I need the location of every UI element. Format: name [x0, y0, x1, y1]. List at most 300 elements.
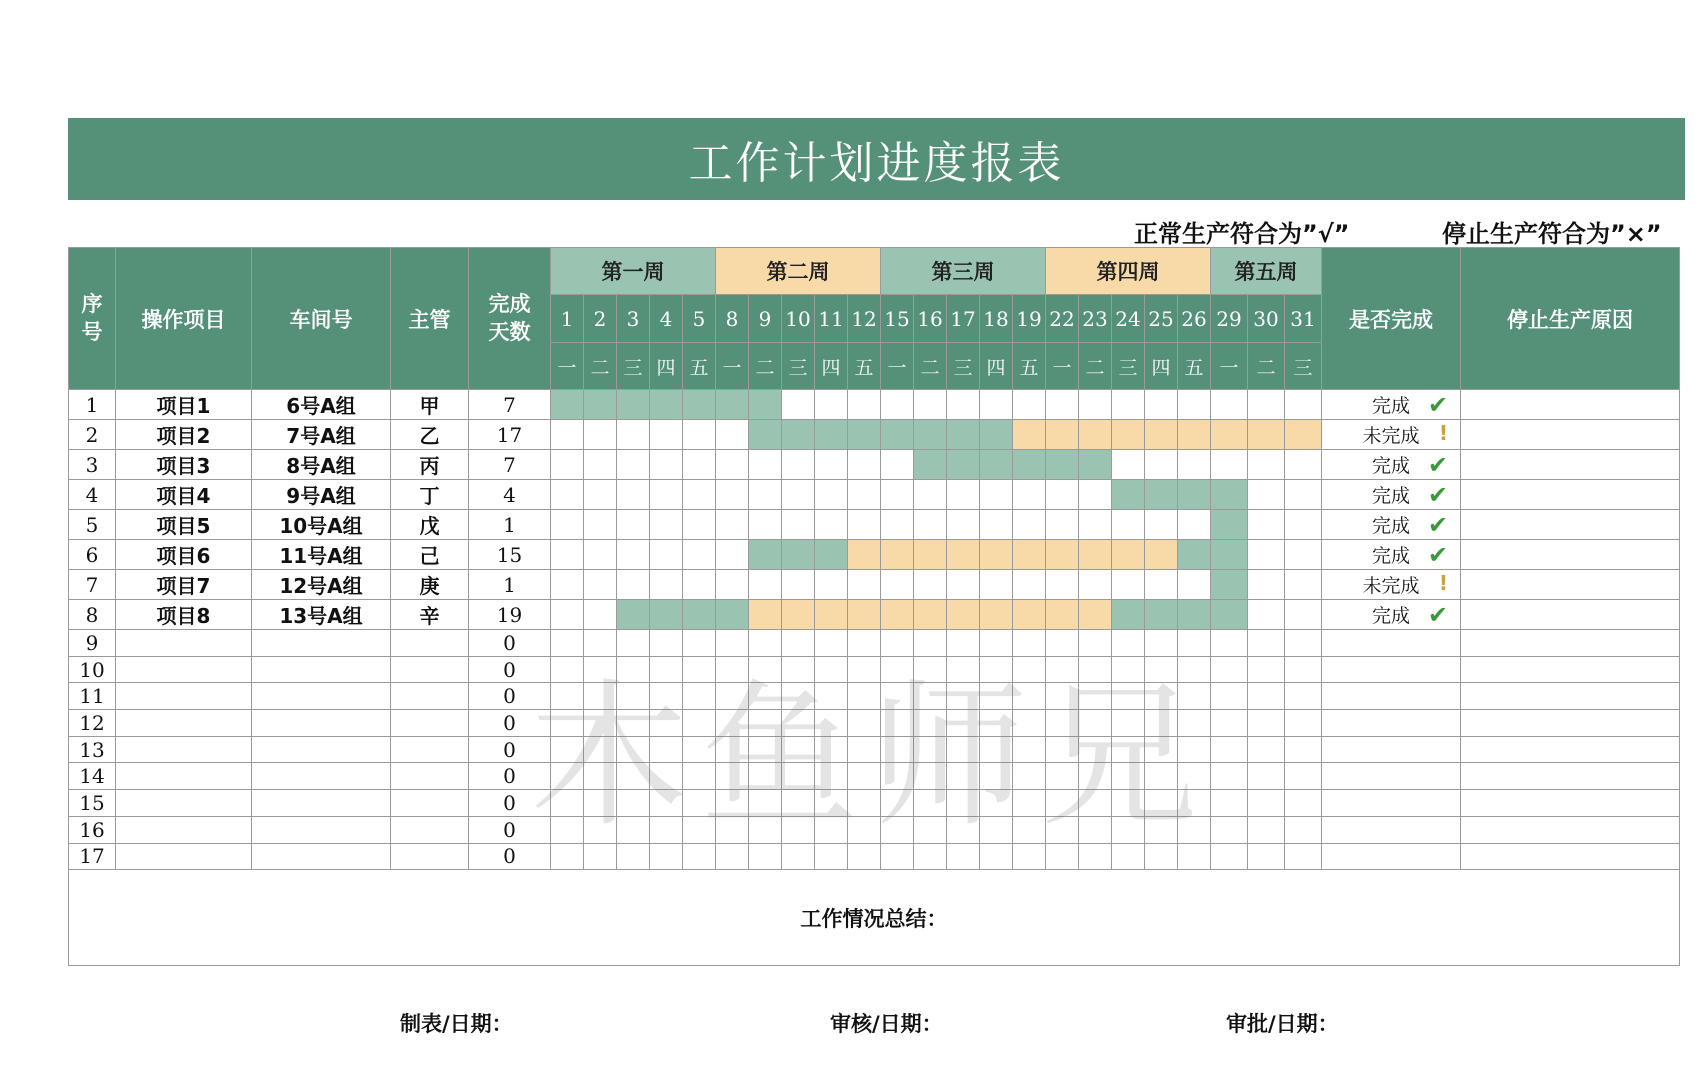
status-cell[interactable]	[1322, 843, 1461, 870]
supervisor-cell[interactable]: 丁	[391, 480, 469, 510]
gantt-bar-cell	[1046, 600, 1079, 630]
day-number: 3	[617, 295, 650, 343]
project-cell[interactable]	[116, 790, 252, 817]
gantt-empty-cell	[1145, 390, 1178, 420]
workshop-cell[interactable]: 6号A组	[252, 390, 391, 420]
gantt-empty-cell	[914, 656, 947, 683]
gantt-bar-cell	[947, 540, 980, 570]
gantt-empty-cell	[716, 790, 749, 817]
gantt-empty-cell	[815, 816, 848, 843]
workshop-cell[interactable]	[252, 683, 391, 710]
gantt-empty-cell	[980, 570, 1013, 600]
gantt-empty-cell	[1285, 763, 1322, 790]
check-icon: ✔	[1427, 481, 1448, 509]
gantt-bar-cell	[1112, 540, 1145, 570]
supervisor-cell[interactable]: 乙	[391, 420, 469, 450]
reason-cell[interactable]	[1461, 843, 1680, 870]
gantt-empty-cell	[683, 683, 716, 710]
gantt-bar-cell	[947, 600, 980, 630]
gantt-bar-cell	[881, 600, 914, 630]
gantt-empty-cell	[716, 843, 749, 870]
gantt-bar-cell	[1046, 450, 1079, 480]
status-cell[interactable]	[1322, 736, 1461, 763]
gantt-empty-cell	[1112, 630, 1145, 657]
reason-cell[interactable]	[1461, 736, 1680, 763]
gantt-bar-cell	[749, 390, 782, 420]
week-header: 第四周	[1046, 248, 1211, 295]
supervisor-cell[interactable]: 丙	[391, 450, 469, 480]
status-cell[interactable]	[1322, 450, 1461, 480]
gantt-bar-cell	[914, 450, 947, 480]
weekday-label: 三	[782, 343, 815, 390]
supervisor-cell[interactable]	[391, 816, 469, 843]
gantt-empty-cell	[947, 510, 980, 540]
gantt-empty-cell	[848, 510, 881, 540]
gantt-empty-cell	[848, 570, 881, 600]
gantt-bar-cell	[980, 540, 1013, 570]
project-cell[interactable]	[116, 656, 252, 683]
supervisor-cell[interactable]: 庚	[391, 570, 469, 600]
workshop-cell[interactable]: 13号A组	[252, 600, 391, 630]
gantt-empty-cell	[947, 710, 980, 737]
gantt-empty-cell	[980, 736, 1013, 763]
gantt-empty-cell	[1145, 656, 1178, 683]
gantt-bar-cell	[1112, 600, 1145, 630]
weekday-label: 四	[650, 343, 683, 390]
gantt-empty-cell	[947, 763, 980, 790]
seq-cell: 5	[69, 510, 116, 540]
supervisor-cell[interactable]	[391, 656, 469, 683]
reason-cell[interactable]	[1461, 656, 1680, 683]
gantt-empty-cell	[683, 630, 716, 657]
gantt-empty-cell	[1145, 736, 1178, 763]
workshop-cell[interactable]: 9号A组	[252, 480, 391, 510]
project-cell[interactable]: 项目6	[116, 540, 252, 570]
gantt-empty-cell	[1079, 710, 1112, 737]
table-row	[69, 763, 1680, 790]
reason-cell[interactable]	[1461, 420, 1680, 450]
supervisor-cell[interactable]	[391, 683, 469, 710]
gantt-empty-cell	[716, 736, 749, 763]
gantt-empty-cell	[551, 816, 584, 843]
table-row	[69, 843, 1680, 870]
gantt-empty-cell	[881, 390, 914, 420]
status-cell[interactable]	[1322, 816, 1461, 843]
day-number: 17	[947, 295, 980, 343]
gantt-empty-cell	[716, 763, 749, 790]
project-cell[interactable]: 项目7	[116, 570, 252, 600]
gantt-empty-cell	[1248, 710, 1285, 737]
project-cell[interactable]	[116, 763, 252, 790]
gantt-empty-cell	[1285, 480, 1322, 510]
gantt-empty-cell	[1112, 816, 1145, 843]
week-header: 第五周	[1211, 248, 1322, 295]
workshop-cell[interactable]	[252, 656, 391, 683]
gantt-empty-cell	[848, 736, 881, 763]
status-cell[interactable]	[1322, 763, 1461, 790]
seq-cell: 6	[69, 540, 116, 570]
status-cell[interactable]	[1322, 630, 1461, 657]
project-cell[interactable]: 项目4	[116, 480, 252, 510]
gantt-empty-cell	[650, 570, 683, 600]
gantt-empty-cell	[914, 630, 947, 657]
status-cell[interactable]	[1322, 540, 1461, 570]
project-cell[interactable]: 项目5	[116, 510, 252, 540]
gantt-empty-cell	[914, 763, 947, 790]
supervisor-cell[interactable]	[391, 710, 469, 737]
gantt-empty-cell	[617, 540, 650, 570]
days-cell: 15	[469, 540, 551, 570]
gantt-empty-cell	[947, 656, 980, 683]
workshop-cell[interactable]	[252, 710, 391, 737]
gantt-empty-cell	[749, 710, 782, 737]
seq-cell: 17	[69, 843, 116, 870]
reason-cell[interactable]	[1461, 510, 1680, 540]
days-cell: 0	[469, 816, 551, 843]
gantt-empty-cell	[1178, 843, 1211, 870]
gantt-empty-cell	[617, 480, 650, 510]
seq-cell: 13	[69, 736, 116, 763]
table-row	[69, 450, 1680, 480]
gantt-empty-cell	[947, 736, 980, 763]
weekday-label: 一	[551, 343, 584, 390]
gantt-bar-cell	[815, 540, 848, 570]
days-cell: 0	[469, 790, 551, 817]
gantt-empty-cell	[815, 570, 848, 600]
gantt-empty-cell	[1145, 570, 1178, 600]
workshop-cell[interactable]: 8号A组	[252, 450, 391, 480]
gantt-empty-cell	[881, 450, 914, 480]
gantt-empty-cell	[1285, 736, 1322, 763]
gantt-empty-cell	[1112, 510, 1145, 540]
supervisor-cell[interactable]: 辛	[391, 600, 469, 630]
reason-cell[interactable]	[1461, 630, 1680, 657]
gantt-empty-cell	[683, 710, 716, 737]
days-cell: 0	[469, 763, 551, 790]
reason-cell[interactable]	[1461, 763, 1680, 790]
gantt-empty-cell	[881, 816, 914, 843]
gantt-bar-cell	[1046, 420, 1079, 450]
day-number: 15	[881, 295, 914, 343]
gantt-empty-cell	[1145, 630, 1178, 657]
gantt-empty-cell	[1112, 763, 1145, 790]
project-cell[interactable]: 项目1	[116, 390, 252, 420]
weekday-label: 四	[1145, 343, 1178, 390]
day-number: 19	[1013, 295, 1046, 343]
gantt-empty-cell	[1178, 683, 1211, 710]
table-row	[69, 390, 1680, 420]
gantt-empty-cell	[650, 683, 683, 710]
supervisor-cell[interactable]: 己	[391, 540, 469, 570]
status-cell[interactable]	[1322, 600, 1461, 630]
status-cell[interactable]	[1322, 790, 1461, 817]
gantt-bar-cell	[1211, 510, 1248, 540]
supervisor-cell[interactable]: 甲	[391, 390, 469, 420]
weekday-label: 三	[1112, 343, 1145, 390]
gantt-bar-cell	[1211, 570, 1248, 600]
reason-cell[interactable]	[1461, 390, 1680, 420]
gantt-empty-cell	[1285, 510, 1322, 540]
check-icon: ✔	[1427, 451, 1448, 479]
gantt-empty-cell	[683, 570, 716, 600]
gantt-bar-cell	[980, 450, 1013, 480]
gantt-empty-cell	[551, 480, 584, 510]
gantt-empty-cell	[1145, 510, 1178, 540]
gantt-empty-cell	[1145, 683, 1178, 710]
reason-cell[interactable]	[1461, 816, 1680, 843]
gantt-bar-cell	[1145, 420, 1178, 450]
table-row	[69, 710, 1680, 737]
gantt-empty-cell	[650, 736, 683, 763]
gantt-empty-cell	[650, 420, 683, 450]
gantt-empty-cell	[749, 763, 782, 790]
gantt-empty-cell	[1112, 570, 1145, 600]
reason-cell[interactable]	[1461, 683, 1680, 710]
gantt-empty-cell	[1178, 763, 1211, 790]
project-cell[interactable]: 项目8	[116, 600, 252, 630]
gantt-empty-cell	[617, 510, 650, 540]
seq-cell: 7	[69, 570, 116, 600]
table-row	[69, 420, 1680, 450]
gantt-empty-cell	[749, 843, 782, 870]
weekday-label: 一	[1046, 343, 1079, 390]
status-cell[interactable]	[1322, 480, 1461, 510]
status-cell[interactable]	[1322, 570, 1461, 600]
gantt-bar-cell	[1145, 600, 1178, 630]
summary-cell[interactable]	[69, 870, 1680, 966]
gantt-empty-cell	[1112, 790, 1145, 817]
gantt-bar-cell	[716, 390, 749, 420]
project-cell[interactable]	[116, 683, 252, 710]
gantt-empty-cell	[683, 450, 716, 480]
weekday-label: 五	[683, 343, 716, 390]
gantt-empty-cell	[815, 656, 848, 683]
gantt-empty-cell	[1178, 630, 1211, 657]
day-number: 23	[1079, 295, 1112, 343]
supervisor-cell[interactable]	[391, 630, 469, 657]
weekday-label: 一	[881, 343, 914, 390]
workshop-cell[interactable]	[252, 790, 391, 817]
gantt-empty-cell	[914, 480, 947, 510]
gantt-empty-cell	[914, 710, 947, 737]
gantt-empty-cell	[683, 540, 716, 570]
progress-table	[68, 247, 1680, 966]
table-row	[69, 736, 1680, 763]
gantt-empty-cell	[848, 450, 881, 480]
reason-cell[interactable]	[1461, 570, 1680, 600]
gantt-empty-cell	[584, 710, 617, 737]
gantt-empty-cell	[617, 790, 650, 817]
seq-cell: 11	[69, 683, 116, 710]
check-icon: ✔	[1427, 601, 1448, 629]
gantt-empty-cell	[617, 763, 650, 790]
status-cell[interactable]	[1322, 683, 1461, 710]
workshop-cell[interactable]	[252, 736, 391, 763]
gantt-empty-cell	[1211, 450, 1248, 480]
gantt-empty-cell	[551, 420, 584, 450]
gantt-empty-cell	[1013, 763, 1046, 790]
supervisor-cell[interactable]	[391, 736, 469, 763]
reason-cell[interactable]	[1461, 710, 1680, 737]
gantt-empty-cell	[716, 710, 749, 737]
reason-cell[interactable]	[1461, 450, 1680, 480]
gantt-empty-cell	[749, 570, 782, 600]
gantt-empty-cell	[1013, 656, 1046, 683]
gantt-empty-cell	[980, 843, 1013, 870]
gantt-empty-cell	[1248, 763, 1285, 790]
gantt-bar-cell	[650, 390, 683, 420]
status-cell[interactable]	[1322, 510, 1461, 540]
gantt-empty-cell	[980, 816, 1013, 843]
reason-cell[interactable]	[1461, 540, 1680, 570]
gantt-empty-cell	[1285, 683, 1322, 710]
gantt-empty-cell	[848, 763, 881, 790]
seq-cell: 4	[69, 480, 116, 510]
gantt-empty-cell	[1211, 763, 1248, 790]
project-cell[interactable]: 项目3	[116, 450, 252, 480]
reason-cell[interactable]	[1461, 480, 1680, 510]
workshop-cell[interactable]: 12号A组	[252, 570, 391, 600]
gantt-empty-cell	[848, 683, 881, 710]
gantt-empty-cell	[1248, 540, 1285, 570]
gantt-empty-cell	[584, 540, 617, 570]
weekday-label: 五	[1013, 343, 1046, 390]
supervisor-cell[interactable]	[391, 763, 469, 790]
days-cell: 0	[469, 656, 551, 683]
status-cell[interactable]	[1322, 420, 1461, 450]
gantt-empty-cell	[980, 763, 1013, 790]
gantt-bar-cell	[881, 420, 914, 450]
workshop-cell[interactable]	[252, 816, 391, 843]
workshop-cell[interactable]: 7号A组	[252, 420, 391, 450]
gantt-empty-cell	[617, 656, 650, 683]
days-cell: 0	[469, 736, 551, 763]
gantt-empty-cell	[617, 570, 650, 600]
week-header: 第二周	[716, 248, 881, 295]
gantt-empty-cell	[881, 570, 914, 600]
gantt-empty-cell	[881, 656, 914, 683]
gantt-empty-cell	[815, 683, 848, 710]
project-cell[interactable]	[116, 630, 252, 657]
weekday-label: 四	[980, 343, 1013, 390]
gantt-empty-cell	[584, 683, 617, 710]
gantt-empty-cell	[1145, 790, 1178, 817]
gantt-empty-cell	[650, 540, 683, 570]
gantt-empty-cell	[848, 710, 881, 737]
summary-label: 工作情况总结：	[800, 906, 948, 931]
gantt-empty-cell	[782, 630, 815, 657]
gantt-empty-cell	[1112, 656, 1145, 683]
gantt-empty-cell	[650, 656, 683, 683]
gantt-empty-cell	[683, 480, 716, 510]
gantt-empty-cell	[1079, 683, 1112, 710]
gantt-bar-cell	[551, 390, 584, 420]
project-cell[interactable]	[116, 736, 252, 763]
gantt-empty-cell	[1079, 843, 1112, 870]
gantt-empty-cell	[815, 763, 848, 790]
gantt-empty-cell	[749, 656, 782, 683]
gantt-empty-cell	[947, 790, 980, 817]
gantt-empty-cell	[947, 570, 980, 600]
gantt-bar-cell	[782, 420, 815, 450]
days-cell: 1	[469, 510, 551, 540]
gantt-empty-cell	[1046, 510, 1079, 540]
status-text: 未完成	[1362, 425, 1420, 447]
gantt-empty-cell	[584, 816, 617, 843]
project-cell[interactable]	[116, 843, 252, 870]
status-cell[interactable]	[1322, 656, 1461, 683]
project-cell[interactable]	[116, 710, 252, 737]
project-cell[interactable]: 项目2	[116, 420, 252, 450]
day-number: 22	[1046, 295, 1079, 343]
days-cell: 7	[469, 390, 551, 420]
gantt-bar-cell	[848, 600, 881, 630]
supervisor-cell[interactable]	[391, 843, 469, 870]
reason-cell[interactable]	[1461, 790, 1680, 817]
table-row	[69, 600, 1680, 630]
gantt-empty-cell	[914, 790, 947, 817]
gantt-bar-cell	[1112, 420, 1145, 450]
gantt-empty-cell	[1013, 736, 1046, 763]
gantt-empty-cell	[1046, 683, 1079, 710]
workshop-cell[interactable]	[252, 843, 391, 870]
gantt-empty-cell	[584, 843, 617, 870]
gantt-empty-cell	[1145, 816, 1178, 843]
seq-cell: 2	[69, 420, 116, 450]
gantt-empty-cell	[1248, 843, 1285, 870]
gantt-empty-cell	[815, 480, 848, 510]
gantt-empty-cell	[1211, 710, 1248, 737]
gantt-bar-cell	[1079, 600, 1112, 630]
gantt-empty-cell	[551, 763, 584, 790]
gantt-bar-cell	[1178, 600, 1211, 630]
gantt-empty-cell	[947, 390, 980, 420]
status-cell[interactable]	[1322, 390, 1461, 420]
gantt-empty-cell	[881, 710, 914, 737]
supervisor-cell[interactable]: 戊	[391, 510, 469, 540]
seq-cell: 9	[69, 630, 116, 657]
gantt-empty-cell	[584, 450, 617, 480]
workshop-cell[interactable]: 11号A组	[252, 540, 391, 570]
gantt-bar-cell	[782, 540, 815, 570]
project-cell[interactable]	[116, 816, 252, 843]
reason-cell[interactable]	[1461, 600, 1680, 630]
supervisor-cell[interactable]	[391, 790, 469, 817]
gantt-empty-cell	[1178, 390, 1211, 420]
gantt-empty-cell	[782, 710, 815, 737]
gantt-empty-cell	[881, 736, 914, 763]
legend-normal: 正常生产符合为”√”	[1134, 220, 1350, 248]
gantt-empty-cell	[1046, 630, 1079, 657]
gantt-empty-cell	[1079, 480, 1112, 510]
gantt-empty-cell	[749, 630, 782, 657]
gantt-bar-cell	[1079, 450, 1112, 480]
day-number: 2	[584, 295, 617, 343]
gantt-empty-cell	[551, 450, 584, 480]
gantt-bar-cell	[1211, 480, 1248, 510]
workshop-cell[interactable]: 10号A组	[252, 510, 391, 540]
gantt-empty-cell	[716, 683, 749, 710]
workshop-cell[interactable]	[252, 763, 391, 790]
gantt-empty-cell	[1211, 816, 1248, 843]
gantt-bar-cell	[1079, 420, 1112, 450]
status-cell[interactable]	[1322, 710, 1461, 737]
table-row	[69, 816, 1680, 843]
gantt-empty-cell	[749, 510, 782, 540]
workshop-cell[interactable]	[252, 630, 391, 657]
gantt-empty-cell	[1178, 510, 1211, 540]
gantt-empty-cell	[815, 843, 848, 870]
